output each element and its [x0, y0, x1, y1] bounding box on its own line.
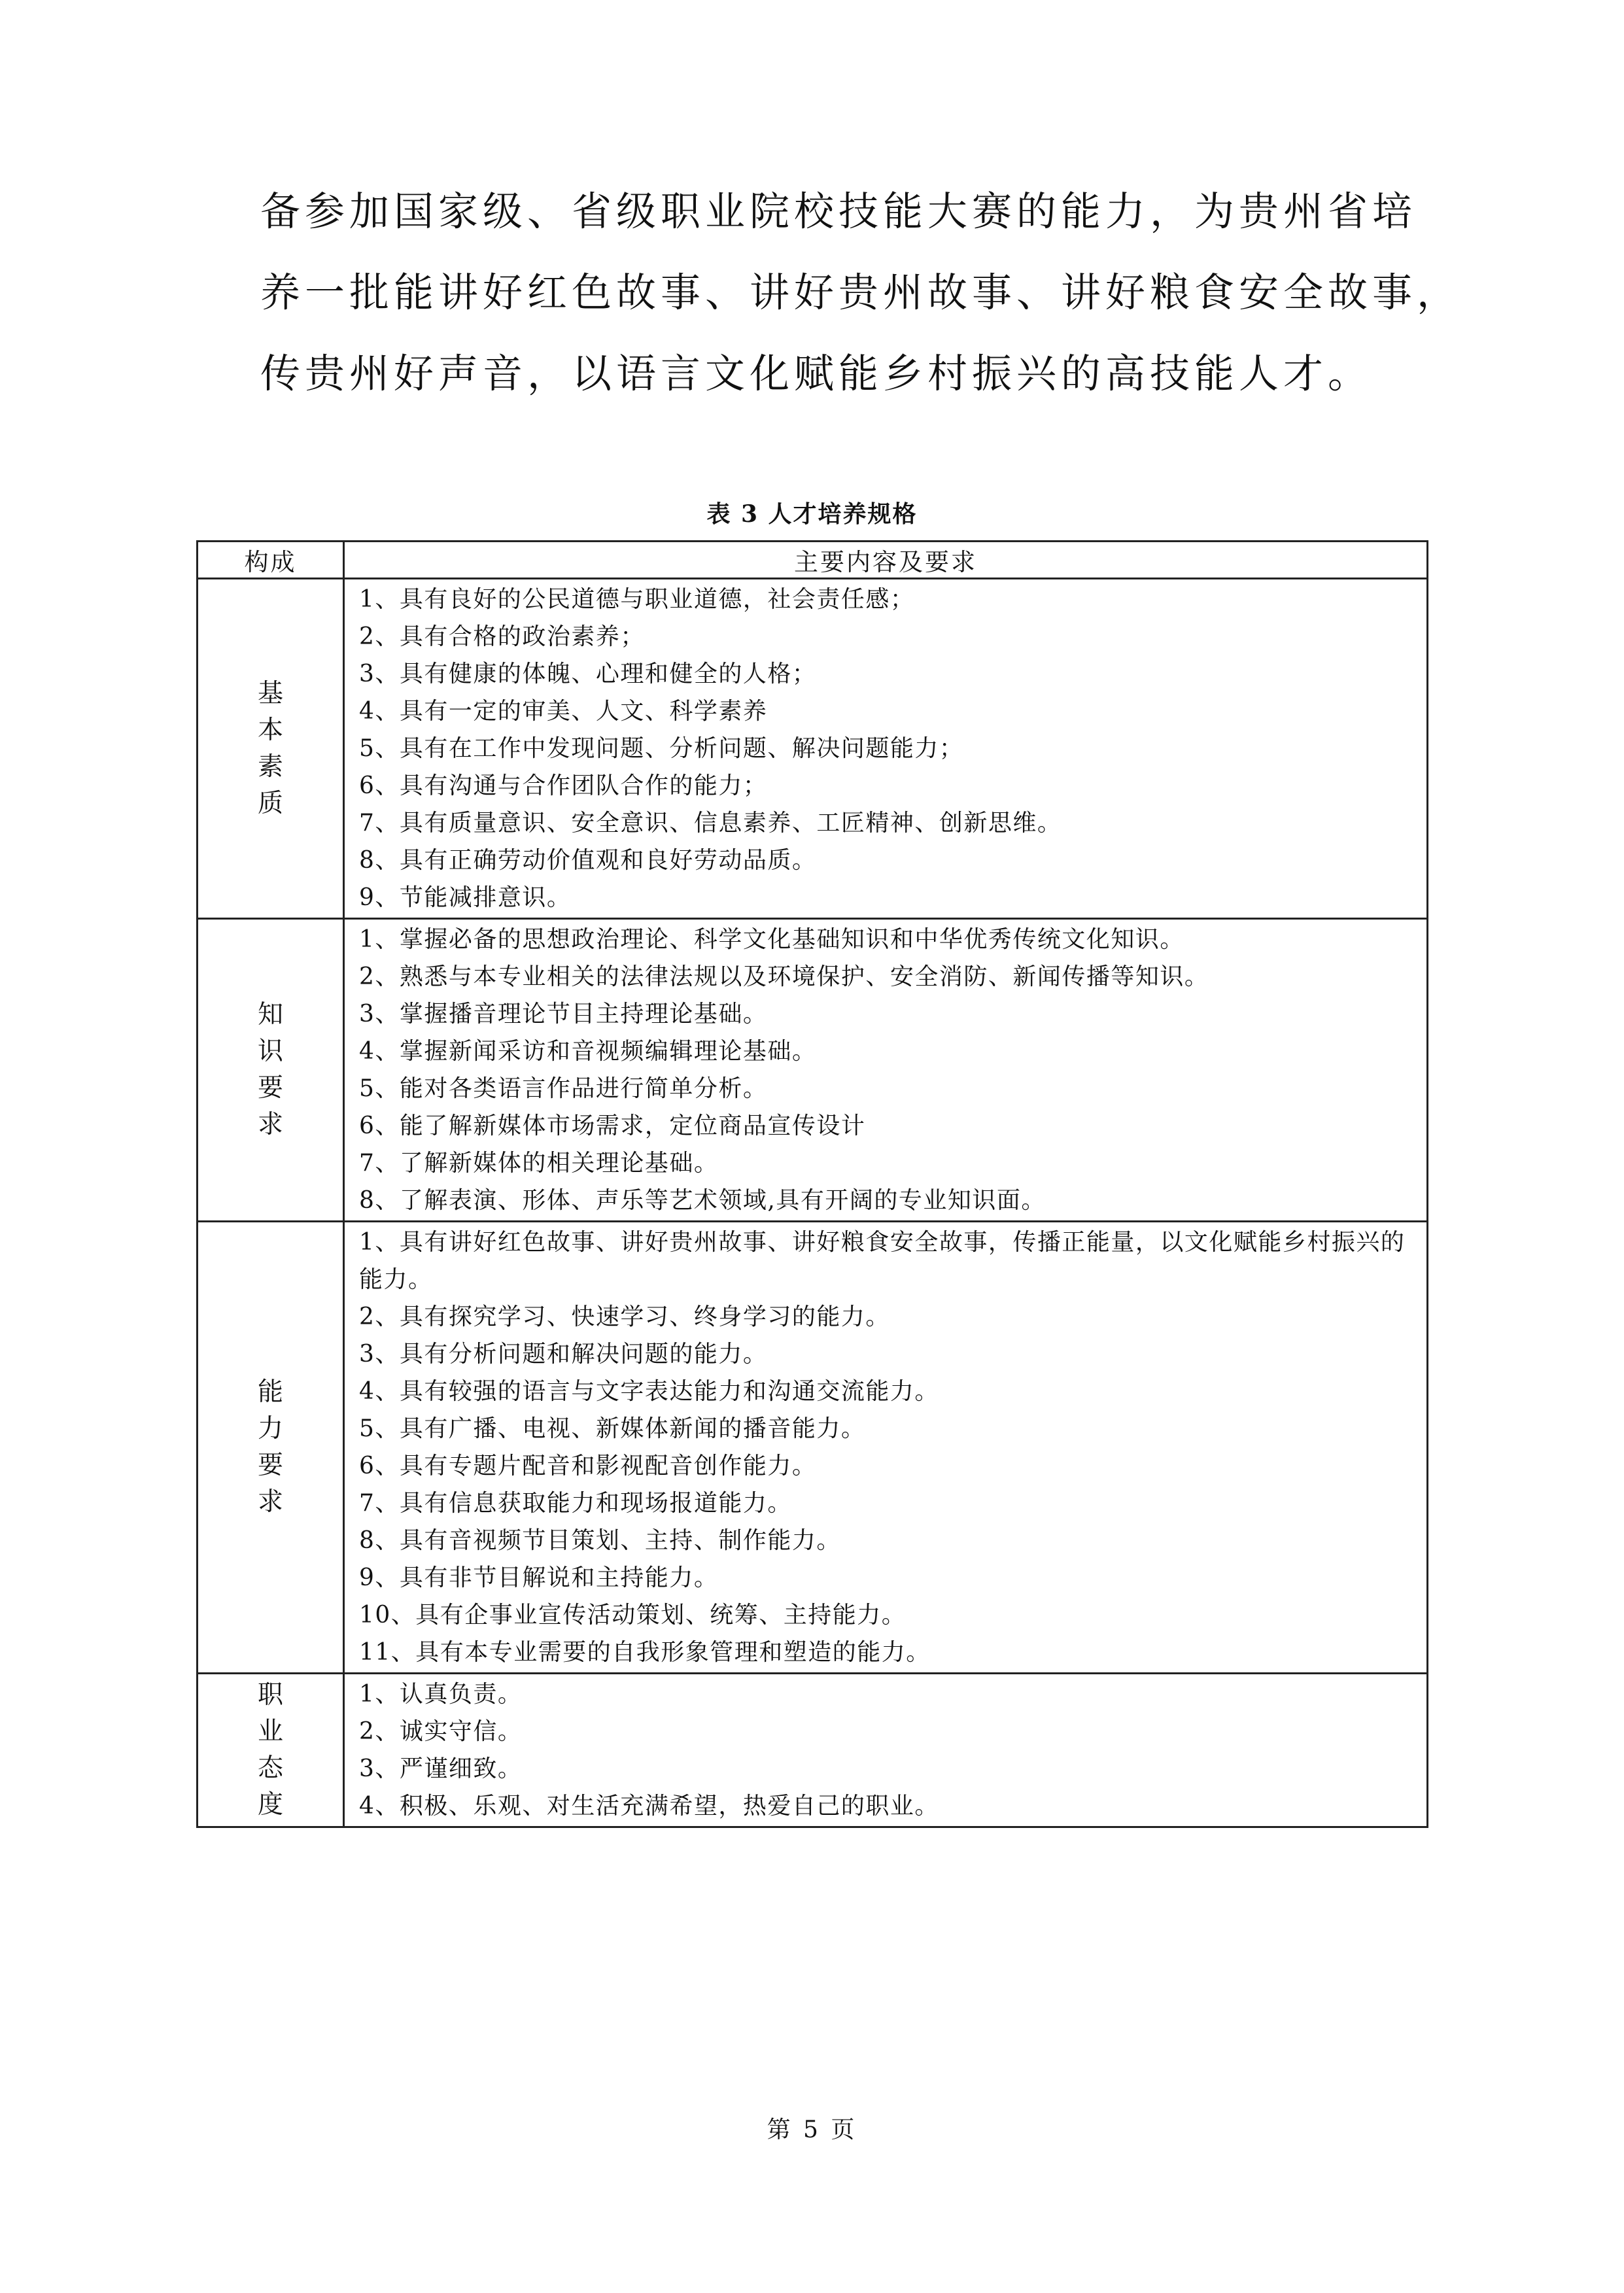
list-item: 3、具有分析问题和解决问题的能力。 [359, 1341, 768, 1368]
list-item: 5、能对各类语言作品进行简单分析。 [359, 1075, 768, 1102]
table-header-row [198, 542, 1428, 579]
content-cell [344, 1674, 1428, 1827]
list-item: 7、具有信息获取能力和现场报道能力。 [359, 1490, 792, 1517]
list-item: 6、具有沟通与合作团队合作的能力； [359, 772, 768, 799]
list-item: 3、具有健康的体魄、心理和健全的人格； [359, 661, 817, 687]
header-category: 构成 [198, 542, 344, 579]
list-item: 4、具有较强的语言与文字表达能力和沟通交流能力。 [359, 1378, 939, 1405]
list-item: 4、积极、乐观、对生活充满希望，热爱自己的职业。 [359, 1793, 939, 1819]
category-char: 求 [257, 1487, 283, 1517]
list-item: 1、掌握必备的思想政治理论、科学文化基础知识和中华优秀传统文化知识。 [359, 926, 1184, 953]
list-item: 8、具有音视频节目策划、主持、制作能力。 [359, 1527, 841, 1554]
list-item: 1、具有讲好红色故事、讲好贵州故事、讲好粮食安全故事，传播正能量，以文化赋能乡村振兴的能力。 [359, 1229, 1406, 1293]
list-item: 2、具有合格的政治素养； [359, 623, 645, 650]
content-cell [344, 919, 1428, 1222]
list-item: 6、具有专题片配音和影视配音创作能力。 [359, 1453, 817, 1479]
category-cell [198, 1674, 344, 1827]
category-cell [198, 579, 344, 919]
list-item: 8、具有正确劳动价值观和良好劳动品质。 [359, 847, 817, 874]
table-row [198, 919, 1428, 1222]
intro-line: 传贵州好声音，以语言文化赋能乡村振兴的高技能人才。 [260, 351, 1373, 397]
category-cell [198, 919, 344, 1222]
category-char: 知 [257, 1000, 283, 1029]
list-item: 7、了解新媒体的相关理论基础。 [359, 1150, 719, 1177]
category-char: 要 [257, 1451, 283, 1480]
category-char: 能 [257, 1377, 283, 1407]
list-item: 11、具有本专业需要的自我形象管理和塑造的能力。 [359, 1639, 931, 1666]
table-row [198, 1674, 1428, 1827]
category-char: 力 [257, 1414, 283, 1443]
content-cell [344, 579, 1428, 919]
category-char: 业 [257, 1717, 283, 1746]
category-char: 识 [257, 1037, 283, 1066]
table-caption: 表 3 人才培养规格 [706, 500, 918, 528]
content-cell [344, 1222, 1428, 1674]
list-item: 9、节能减排意识。 [359, 884, 572, 911]
category-char: 本 [257, 715, 283, 745]
list-item: 2、诚实守信。 [359, 1718, 523, 1745]
table-row [198, 1222, 1428, 1674]
intro-paragraph [260, 171, 1462, 415]
list-item: 1、认真负责。 [359, 1681, 523, 1708]
category-char: 质 [257, 788, 283, 818]
page-number: 第 5 页 [767, 2116, 857, 2143]
category-cell [198, 1222, 344, 1674]
list-item: 9、具有非节目解说和主持能力。 [359, 1564, 719, 1591]
list-item: 1、具有良好的公民道德与职业道德，社会责任感； [359, 586, 915, 613]
category-char: 要 [257, 1073, 283, 1103]
category-char: 素 [257, 751, 283, 782]
category-char: 职 [257, 1680, 283, 1710]
list-item: 2、熟悉与本专业相关的法律法规以及环境保护、安全消防、新闻传播等知识。 [359, 963, 1209, 990]
list-item: 4、掌握新闻采访和音视频编辑理论基础。 [359, 1038, 817, 1065]
list-item: 4、具有一定的审美、人文、科学素养 [359, 698, 768, 725]
list-item: 3、掌握播音理论节目主持理论基础。 [359, 1001, 768, 1027]
intro-line: 养一批能讲好红色故事、讲好贵州故事、讲好粮食安全故事， [260, 269, 1462, 316]
header-content: 主要内容及要求 [344, 542, 1428, 579]
table-row [198, 579, 1428, 919]
category-char: 基 [257, 678, 283, 708]
list-item: 6、能了解新媒体市场需求，定位商品宣传设计 [359, 1112, 866, 1139]
category-char: 求 [257, 1110, 283, 1139]
list-item: 8、了解表演、形体、声乐等艺术领域,具有开阔的专业知识面。 [359, 1187, 1046, 1214]
list-item: 10、具有企事业宣传活动策划、统筹、主持能力。 [359, 1602, 907, 1629]
talent-spec-table [196, 540, 1428, 1828]
category-char: 度 [257, 1790, 283, 1819]
list-item: 7、具有质量意识、安全意识、信息素养、工匠精神、创新思维。 [359, 810, 1062, 836]
intro-line: 备参加国家级、省级职业院校技能大赛的能力，为贵州省培 [260, 188, 1417, 235]
list-item: 3、严谨细致。 [359, 1755, 523, 1782]
list-item: 5、具有在工作中发现问题、分析问题、解决问题能力； [359, 735, 964, 762]
list-item: 2、具有探究学习、快速学习、终身学习的能力。 [359, 1303, 890, 1330]
category-char: 态 [257, 1753, 283, 1783]
list-item: 5、具有广播、电视、新媒体新闻的播音能力。 [359, 1415, 866, 1442]
